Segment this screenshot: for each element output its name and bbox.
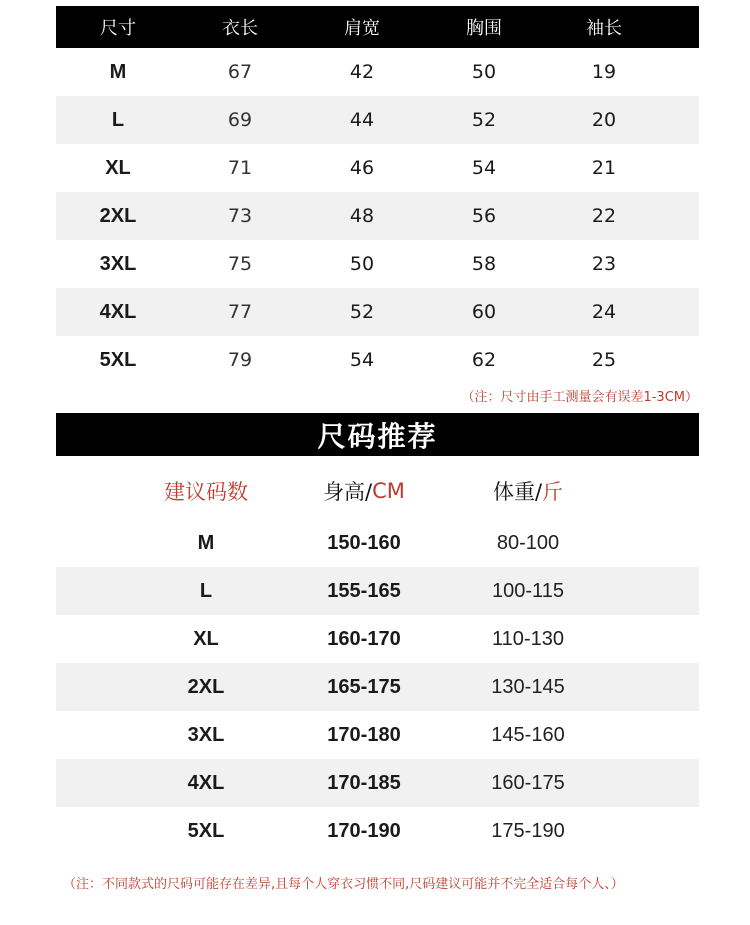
header-sleeve: 袖长 bbox=[586, 18, 622, 39]
size-label: M bbox=[109, 60, 127, 83]
header-height-label: 身高/ bbox=[323, 480, 373, 504]
sleeve-value: 25 bbox=[591, 349, 617, 371]
length-value: 77 bbox=[227, 301, 253, 323]
recommendation-row bbox=[56, 711, 699, 759]
shoulder-value: 52 bbox=[349, 301, 375, 323]
chest-value: 50 bbox=[471, 61, 497, 83]
recommendation-row bbox=[56, 759, 699, 807]
chest-value: 58 bbox=[471, 253, 497, 275]
size-chart-header-row bbox=[56, 6, 699, 48]
rec-size: 4XL bbox=[187, 771, 225, 794]
shoulder-value: 46 bbox=[349, 157, 375, 179]
header-weight bbox=[468, 463, 588, 519]
size-label: 5XL bbox=[99, 348, 137, 371]
sleeve-value: 19 bbox=[591, 61, 617, 83]
header-suggested-size: 建议码数 bbox=[164, 480, 248, 504]
rec-height: 170-180 bbox=[327, 723, 401, 746]
header-length: 衣长 bbox=[222, 18, 258, 39]
size-chart-row bbox=[56, 240, 699, 288]
size-label: L bbox=[111, 108, 125, 131]
header-chest: 胸围 bbox=[466, 18, 502, 39]
measurement-note: （注：尺寸由手工测量会有误差1-3CM） bbox=[461, 390, 698, 405]
rec-weight: 100-115 bbox=[492, 579, 564, 602]
sleeve-value: 24 bbox=[591, 301, 617, 323]
recommendation-row bbox=[56, 519, 699, 567]
size-label: 2XL bbox=[99, 204, 137, 227]
rec-size: L bbox=[199, 579, 213, 602]
length-value: 71 bbox=[227, 157, 253, 179]
rec-height: 160-170 bbox=[327, 627, 401, 650]
recommendation-row bbox=[56, 567, 699, 615]
chest-value: 60 bbox=[471, 301, 497, 323]
size-chart-row bbox=[56, 336, 699, 384]
length-value: 79 bbox=[227, 349, 253, 371]
size-chart-row bbox=[56, 96, 699, 144]
size-chart-row bbox=[56, 144, 699, 192]
rec-weight: 175-190 bbox=[491, 819, 565, 842]
rec-weight: 110-130 bbox=[492, 627, 564, 650]
recommendation-disclaimer: （注：不同款式的尺码可能存在差异,且每个人穿衣习惯不同,尺码建议可能并不完全适合每个人、） bbox=[63, 877, 624, 892]
sleeve-value: 23 bbox=[591, 253, 617, 275]
size-chart-row bbox=[56, 288, 699, 336]
sleeve-value: 21 bbox=[591, 157, 617, 179]
header-shoulder: 肩宽 bbox=[344, 18, 380, 39]
header-height bbox=[304, 463, 424, 519]
rec-height: 165-175 bbox=[327, 675, 401, 698]
chest-value: 56 bbox=[471, 205, 497, 227]
rec-size: M bbox=[197, 531, 215, 554]
shoulder-value: 42 bbox=[349, 61, 375, 83]
rec-height: 170-185 bbox=[327, 771, 401, 794]
header-size: 尺寸 bbox=[100, 18, 136, 39]
size-chart-table bbox=[56, 6, 699, 384]
size-label: 4XL bbox=[99, 300, 137, 323]
size-recommendation-title: 尺码推荐 bbox=[56, 413, 699, 456]
length-value: 73 bbox=[227, 205, 253, 227]
header-height-unit: CM bbox=[372, 479, 405, 503]
size-chart-row bbox=[56, 192, 699, 240]
rec-size: XL bbox=[193, 627, 219, 650]
sleeve-value: 22 bbox=[591, 205, 617, 227]
rec-weight: 145-160 bbox=[491, 723, 565, 746]
rec-weight: 80-100 bbox=[496, 531, 560, 554]
recommendation-header-row bbox=[56, 463, 699, 519]
rec-size: 5XL bbox=[187, 819, 225, 842]
chest-value: 54 bbox=[471, 157, 497, 179]
length-value: 69 bbox=[227, 109, 253, 131]
length-value: 75 bbox=[227, 253, 253, 275]
recommendation-row bbox=[56, 807, 699, 855]
rec-size: 3XL bbox=[187, 723, 225, 746]
size-label: XL bbox=[105, 156, 131, 179]
size-label: 3XL bbox=[99, 252, 137, 275]
rec-height: 150-160 bbox=[327, 531, 401, 554]
chest-value: 62 bbox=[471, 349, 497, 371]
size-chart-row bbox=[56, 48, 699, 96]
recommendation-row bbox=[56, 615, 699, 663]
header-weight-label: 体重/ bbox=[492, 480, 543, 504]
chest-value: 52 bbox=[471, 109, 497, 131]
rec-size: 2XL bbox=[187, 675, 225, 698]
header-weight-unit: 斤 bbox=[542, 480, 564, 504]
rec-weight: 130-145 bbox=[491, 675, 565, 698]
rec-height: 155-165 bbox=[327, 579, 401, 602]
rec-height: 170-190 bbox=[327, 819, 401, 842]
shoulder-value: 50 bbox=[349, 253, 375, 275]
sleeve-value: 20 bbox=[591, 109, 617, 131]
shoulder-value: 44 bbox=[349, 109, 375, 131]
recommendation-row bbox=[56, 663, 699, 711]
length-value: 67 bbox=[227, 61, 253, 83]
shoulder-value: 54 bbox=[349, 349, 375, 371]
rec-weight: 160-175 bbox=[491, 771, 565, 794]
shoulder-value: 48 bbox=[349, 205, 375, 227]
size-recommendation-table bbox=[56, 463, 699, 855]
